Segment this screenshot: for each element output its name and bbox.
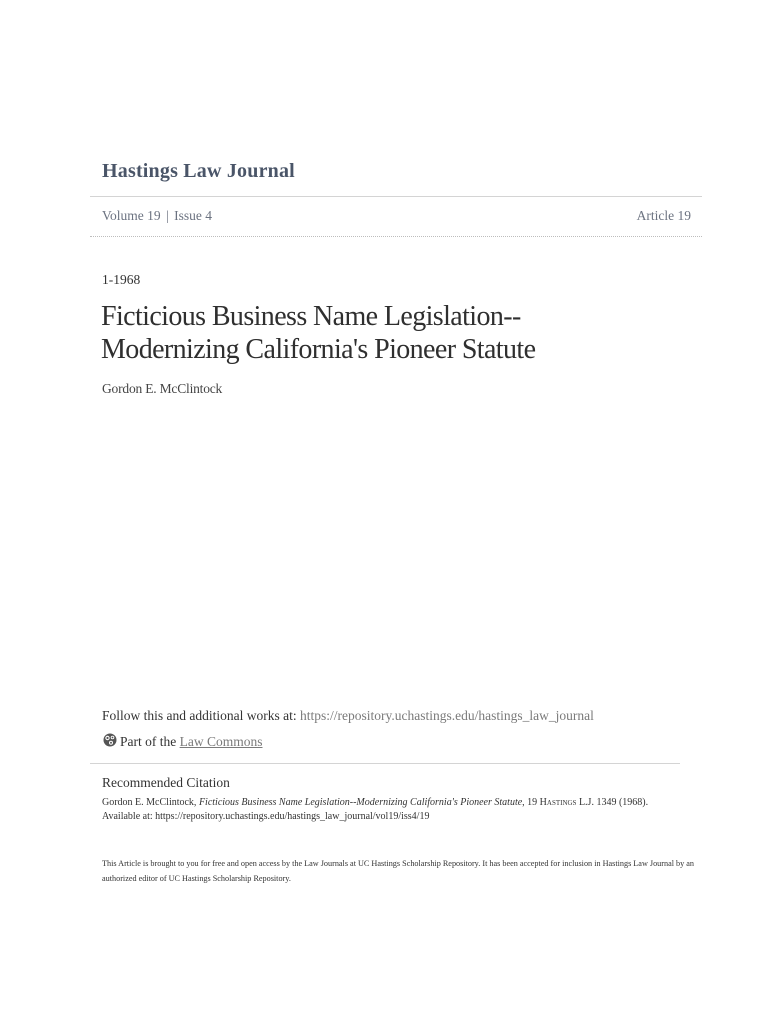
volume-issue-separator: | [166, 208, 169, 223]
header-divider [90, 196, 702, 197]
follow-line [102, 708, 594, 724]
citation-available: Available at: https://repository.uchastings.edu/hastings_law_journal/vol19/iss4/19 [102, 811, 430, 822]
journal-title[interactable]: Hastings Law Journal [102, 160, 295, 182]
commons-network-icon [102, 732, 118, 748]
repository-link[interactable]: https://repository.uchastings.edu/hastings_law_journal [300, 708, 594, 723]
citation-pages-year: L.J. 1349 (1968). [576, 797, 649, 808]
volume-link[interactable]: Volume 19 [102, 208, 161, 223]
volume-issue [102, 208, 212, 224]
part-of-line [102, 732, 263, 750]
law-commons-link[interactable]: Law Commons [179, 734, 263, 749]
access-notice: This Article is brought to you for free and open access by the Law Journals at UC Hastings Scholarship Repository. It has been accepted for inclusion in Hastings Law Journal by an authorized editor of UC Hastings Scholarship Repository. [102, 859, 695, 883]
author-name: Gordon E. McClintock [102, 381, 223, 396]
citation-journal-abbrev: Hastings [539, 797, 577, 808]
citation-title: Ficticious Business Name Legislation--Modernizing California's Pioneer Statute [198, 797, 523, 808]
citation-author: Gordon E. McClintock, [102, 797, 199, 808]
citation-divider [90, 763, 680, 764]
part-of-label: Part of the [120, 734, 180, 749]
citation-text [102, 796, 702, 824]
meta-divider [90, 236, 702, 237]
article-title-line-2: Modernizing California's Pioneer Statute [101, 334, 536, 365]
citation-volume: , 19 [522, 797, 540, 808]
citation-line-1 [102, 796, 702, 810]
issue-link[interactable]: Issue 4 [174, 208, 212, 223]
article-title [101, 300, 701, 366]
publication-date: 1-1968 [102, 272, 141, 287]
article-number: Article 19 [636, 208, 691, 223]
follow-label: Follow this and additional works at: [102, 708, 300, 723]
recommended-citation-heading: Recommended Citation [102, 775, 230, 790]
article-title-line-1: Ficticious Business Name Legislation-- [101, 301, 521, 332]
